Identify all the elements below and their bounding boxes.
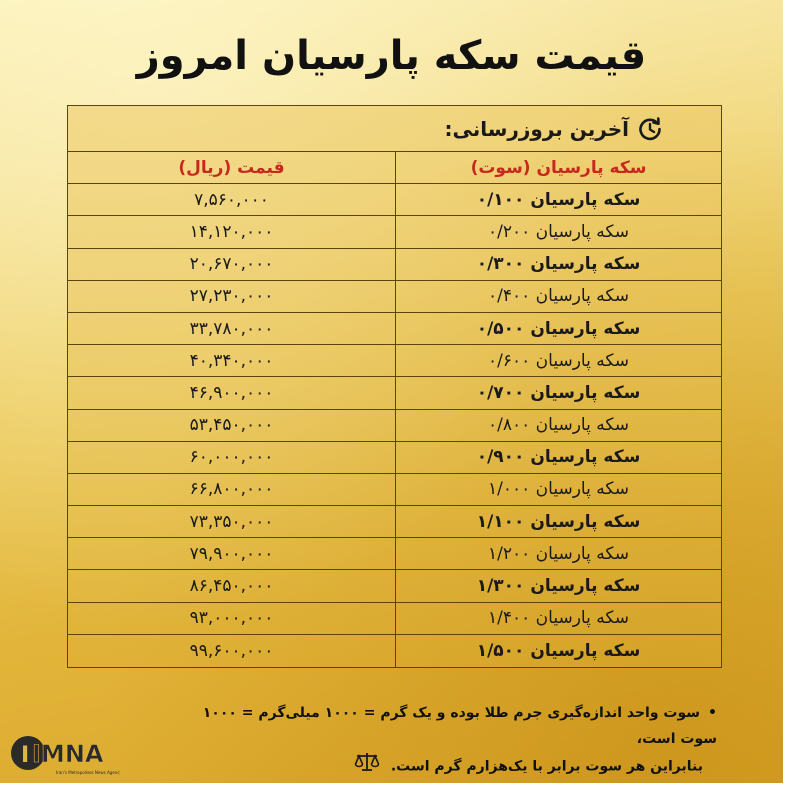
price-cell: ۴۰,۳۴۰,۰۰۰ — [68, 345, 396, 376]
table-row — [68, 538, 721, 570]
price-table — [67, 105, 722, 668]
table-row — [68, 377, 721, 409]
refresh-clock-icon — [637, 116, 663, 142]
price-cell: ۲۰,۶۷۰,۰۰۰ — [68, 249, 396, 280]
svg-text:Iran's Metropolises News Agenc: Iran's Metropolises News Agency — [56, 770, 120, 775]
table-row — [68, 216, 721, 248]
svg-text:I: I — [21, 743, 30, 768]
coin-name-cell: سکه پارسیان ۰/۲۰۰ — [488, 221, 629, 242]
scale-icon — [354, 752, 380, 781]
imna-logo — [10, 733, 120, 777]
footnote — [197, 700, 717, 781]
price-cell: ۷۹,۹۰۰,۰۰۰ — [68, 538, 396, 569]
table-row — [68, 603, 721, 635]
footnote-line-1: •سوت واحد اندازه‌گیری جرم طلا بوده و یک گرم = ۱۰۰۰ میلی‌گرم = ۱۰۰۰ سوت است، — [197, 700, 717, 752]
table-row — [68, 410, 721, 442]
coin-name-cell: سکه پارسیان ۱/۱۰۰ — [476, 511, 641, 532]
coin-name-cell: سکه پارسیان ۱/۰۰۰ — [488, 479, 629, 500]
price-cell: ۴۶,۹۰۰,۰۰۰ — [68, 377, 396, 408]
table-header-row — [68, 152, 721, 184]
table-row — [68, 184, 721, 216]
price-cell: ۱۴,۱۲۰,۰۰۰ — [68, 216, 396, 247]
coin-name-cell: سکه پارسیان ۱/۴۰۰ — [488, 608, 629, 629]
footnote-line-2: بنابراین هر سوت برابر با یک‌هزارم گرم است. — [197, 752, 717, 781]
last-update-label: آخرین بروزرسانی: — [444, 116, 629, 141]
price-cell: ۹۹,۶۰۰,۰۰۰ — [68, 635, 396, 667]
table-row — [68, 249, 721, 281]
coin-name-cell: سکه پارسیان ۰/۸۰۰ — [488, 415, 629, 436]
coin-name-cell: سکه پارسیان ۰/۶۰۰ — [488, 350, 629, 371]
column-header-price: قیمت (ریال) — [68, 152, 396, 183]
table-row — [68, 570, 721, 602]
coin-name-cell: سکه پارسیان ۱/۲۰۰ — [488, 543, 629, 564]
coin-name-cell: سکه پارسیان ۰/۷۰۰ — [476, 382, 641, 403]
coin-name-cell: سکه پارسیان ۱/۵۰۰ — [476, 640, 641, 661]
price-cell: ۸۶,۴۵۰,۰۰۰ — [68, 570, 396, 601]
svg-text:IMNA: IMNA — [32, 740, 104, 768]
price-cell: ۳۳,۷۸۰,۰۰۰ — [68, 313, 396, 344]
price-cell: ۷,۵۶۰,۰۰۰ — [68, 184, 396, 215]
price-cell: ۶۶,۸۰۰,۰۰۰ — [68, 474, 396, 505]
table-row — [68, 345, 721, 377]
price-cell: ۹۳,۰۰۰,۰۰۰ — [68, 603, 396, 634]
table-row — [68, 474, 721, 506]
last-update-row — [68, 106, 721, 152]
coin-name-cell: سکه پارسیان ۰/۴۰۰ — [488, 286, 629, 307]
price-cell: ۶۰,۰۰۰,۰۰۰ — [68, 442, 396, 473]
table-row — [68, 313, 721, 345]
column-header-name: سکه پارسیان (سوت) — [470, 157, 647, 178]
coin-name-cell: سکه پارسیان ۰/۱۰۰ — [476, 189, 641, 210]
table-row — [68, 281, 721, 313]
page-title: قیمت سکه پارسیان امروز — [136, 33, 647, 79]
coin-name-cell: سکه پارسیان ۰/۳۰۰ — [476, 254, 641, 275]
coin-name-cell: سکه پارسیان ۰/۵۰۰ — [476, 318, 641, 339]
bullet-icon: • — [708, 705, 717, 721]
coin-name-cell: سکه پارسیان ۱/۳۰۰ — [476, 576, 641, 597]
table-row — [68, 442, 721, 474]
price-cell: ۲۷,۲۳۰,۰۰۰ — [68, 281, 396, 312]
table-row — [68, 506, 721, 538]
price-cell: ۵۳,۴۵۰,۰۰۰ — [68, 410, 396, 441]
table-row — [68, 635, 721, 667]
price-cell: ۷۳,۳۵۰,۰۰۰ — [68, 506, 396, 537]
coin-name-cell: سکه پارسیان ۰/۹۰۰ — [476, 447, 641, 468]
